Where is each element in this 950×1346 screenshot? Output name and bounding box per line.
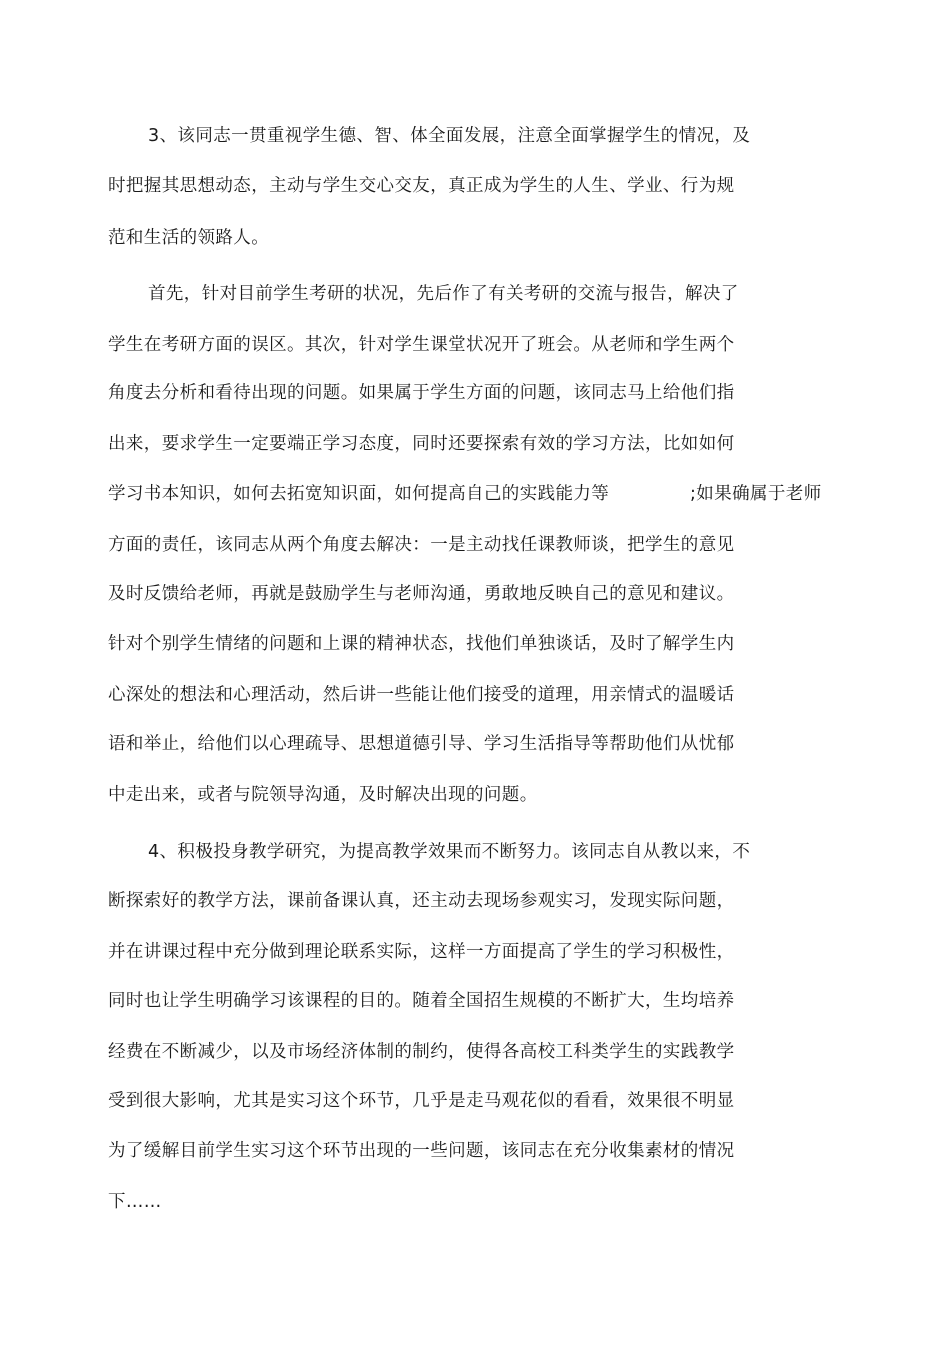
paragraph-2-line-6: 方面的责任，该同志从两个角度去解决：一是主动找任课教师谈，把学生的意见 [108, 535, 735, 555]
paragraph-3-line-1: 4、积极投身教学研究，为提高教学效果而不断努力。该同志自从教以来，不 [148, 842, 751, 862]
paragraph-2-line-2: 学生在考研方面的误区。其次，针对学生课堂状况开了班会。从老师和学生两个 [108, 335, 735, 355]
paragraph-2-line-5-tail: ;如果确属于老师 [690, 484, 822, 504]
paragraph-1-line-2: 时把握其思想动态，主动与学生交心交友，真正成为学生的人生、学业、行为规 [108, 176, 735, 196]
paragraph-3-line-8: 下…… [108, 1192, 162, 1212]
paragraph-3-line-7: 为了缓解目前学生实习这个环节出现的一些问题，该同志在充分收集素材的情况 [108, 1141, 735, 1161]
paragraph-2-line-10: 语和举止，给他们以心理疏导、思想道德引导、学习生活指导等帮助他们从忧郁 [108, 734, 735, 754]
paragraph-2-line-11: 中走出来，或者与院领导沟通，及时解决出现的问题。 [108, 785, 538, 805]
paragraph-3-line-6: 受到很大影响，尤其是实习这个环节，几乎是走马观花似的看看，效果很不明显 [108, 1091, 735, 1111]
paragraph-1-line-3: 范和生活的领路人。 [108, 228, 270, 248]
paragraph-3-line-5: 经费在不断减少，以及市场经济体制的制约，使得各高校工科类学生的实践教学 [108, 1042, 735, 1062]
paragraph-3-line-3: 并在讲课过程中充分做到理论联系实际，这样一方面提高了学生的学习积极性， [108, 942, 735, 962]
paragraph-2-line-3: 角度去分析和看待出现的问题。如果属于学生方面的问题，该同志马上给他们指 [108, 383, 735, 403]
paragraph-2-line-7: 及时反馈给老师，再就是鼓励学生与老师沟通，勇敢地反映自己的意见和建议。 [108, 584, 735, 604]
paragraph-2-line-4: 出来，要求学生一定要端正学习态度，同时还要探索有效的学习方法，比如如何 [108, 434, 735, 454]
paragraph-1-line-1: 3、该同志一贯重视学生德、智、体全面发展，注意全面掌握学生的情况，及 [148, 126, 751, 146]
paragraph-3-line-4: 同时也让学生明确学习该课程的目的。随着全国招生规模的不断扩大，生均培养 [108, 991, 735, 1011]
paragraph-3-line-2: 断探索好的教学方法，课前备课认真，还主动去现场参观实习，发现实际问题， [108, 891, 735, 911]
paragraph-2-line-5: 学习书本知识，如何去拓宽知识面，如何提高自己的实践能力等 [108, 484, 610, 504]
paragraph-2-line-1: 首先，针对目前学生考研的状况，先后作了有关考研的交流与报告，解决了 [148, 284, 739, 304]
paragraph-2-line-8: 针对个别学生情绪的问题和上课的精神状态，找他们单独谈话，及时了解学生内 [108, 634, 735, 654]
paragraph-2-line-9: 心深处的想法和心理活动，然后讲一些能让他们接受的道理，用亲情式的温暖话 [108, 685, 735, 705]
